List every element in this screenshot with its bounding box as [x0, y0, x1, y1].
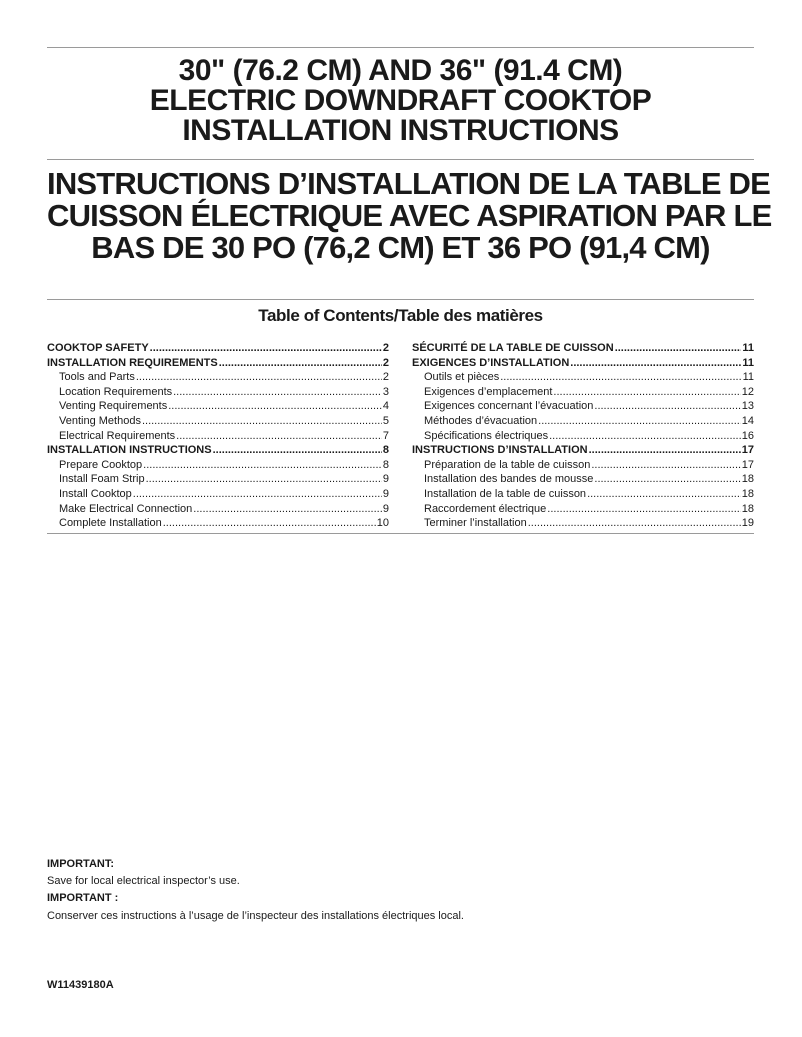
title-en-line-1: 30" (76.2 CM) AND 36" (91.4 CM) [178, 54, 623, 87]
toc-item[interactable]: Venting Requirements ..... 4 [47, 399, 389, 414]
toc-top-rule [47, 299, 754, 300]
toc-item[interactable]: EXIGENCES D’INSTALLATION ..... 11 [412, 356, 754, 371]
important-text-en: Save for local electrical inspector’s use. [47, 875, 240, 888]
document-number: W11439180A [47, 979, 114, 991]
toc-item[interactable]: Tools and Parts ..... 2 [47, 370, 389, 385]
toc-item[interactable]: Terminer l’installation ..... 19 [412, 516, 754, 531]
toc-item[interactable]: Outils et pièces ..... 11 [412, 370, 754, 385]
title-english [47, 56, 754, 146]
middle-rule [47, 159, 754, 160]
toc-item[interactable]: Make Electrical Connection ..... 9 [47, 502, 389, 517]
toc-item[interactable]: Raccordement électrique ..... 18 [412, 502, 754, 517]
toc-column-french [412, 341, 754, 531]
toc-item[interactable]: SÉCURITÉ DE LA TABLE DE CUISSON ..... 11 [412, 341, 754, 356]
title-fr-line-3: BAS DE 30 PO (76,2 CM) ET 36 PO (91,4 CM) [91, 230, 710, 265]
toc-item[interactable]: Installation de la table de cuisson ..... 18 [412, 487, 754, 502]
important-notice [47, 856, 464, 925]
toc-item[interactable]: Electrical Requirements ..... 7 [47, 429, 389, 444]
toc-item[interactable]: Exigences concernant l’évacuation ..... 13 [412, 399, 754, 414]
toc-item[interactable]: INSTALLATION INSTRUCTIONS ..... 8 [47, 443, 389, 458]
toc-item[interactable]: Prepare Cooktop ..... 8 [47, 458, 389, 473]
toc-item[interactable]: Complete Installation ..... 10 [47, 516, 389, 531]
toc-item[interactable]: Spécifications électriques ..... 16 [412, 429, 754, 444]
title-fr-line-1: INSTRUCTIONS D’INSTALLATION DE LA TABLE DE [47, 166, 770, 201]
toc-item[interactable]: Méthodes d’évacuation ..... 14 [412, 414, 754, 429]
important-label-fr: IMPORTANT : [47, 892, 119, 905]
toc-item[interactable]: Install Cooktop ..... 9 [47, 487, 389, 502]
toc-item[interactable]: Exigences d’emplacement ..... 12 [412, 385, 754, 400]
toc-item[interactable]: INSTRUCTIONS D’INSTALLATION ..... 17 [412, 443, 754, 458]
top-rule [47, 47, 754, 48]
toc-item[interactable]: INSTALLATION REQUIREMENTS ..... 2 [47, 356, 389, 371]
toc-heading: Table of Contents/Table des matières [258, 306, 543, 325]
title-en-line-3: INSTALLATION INSTRUCTIONS [182, 114, 619, 147]
toc-column-english [47, 341, 389, 531]
toc-item[interactable]: Location Requirements ..... 3 [47, 385, 389, 400]
important-text-fr: Conserver ces instructions à l’usage de l’inspecteur des installations électriques local. [47, 909, 464, 922]
title-en-line-2: ELECTRIC DOWNDRAFT COOKTOP [149, 84, 652, 117]
important-label-en: IMPORTANT: [47, 858, 115, 870]
toc-item[interactable]: Install Foam Strip ..... 9 [47, 472, 389, 487]
title-fr-line-2: CUISSON ÉLECTRIQUE AVEC ASPIRATION PAR LE [47, 198, 772, 233]
toc-bottom-rule [47, 533, 754, 534]
toc-item[interactable]: Préparation de la table de cuisson ..... 17 [412, 458, 754, 473]
title-french [47, 166, 772, 265]
toc-item[interactable]: COOKTOP SAFETY ..... 2 [47, 341, 389, 356]
toc-item[interactable]: Venting Methods ..... 5 [47, 414, 389, 429]
toc-item[interactable]: Installation des bandes de mousse ..... 18 [412, 472, 754, 487]
